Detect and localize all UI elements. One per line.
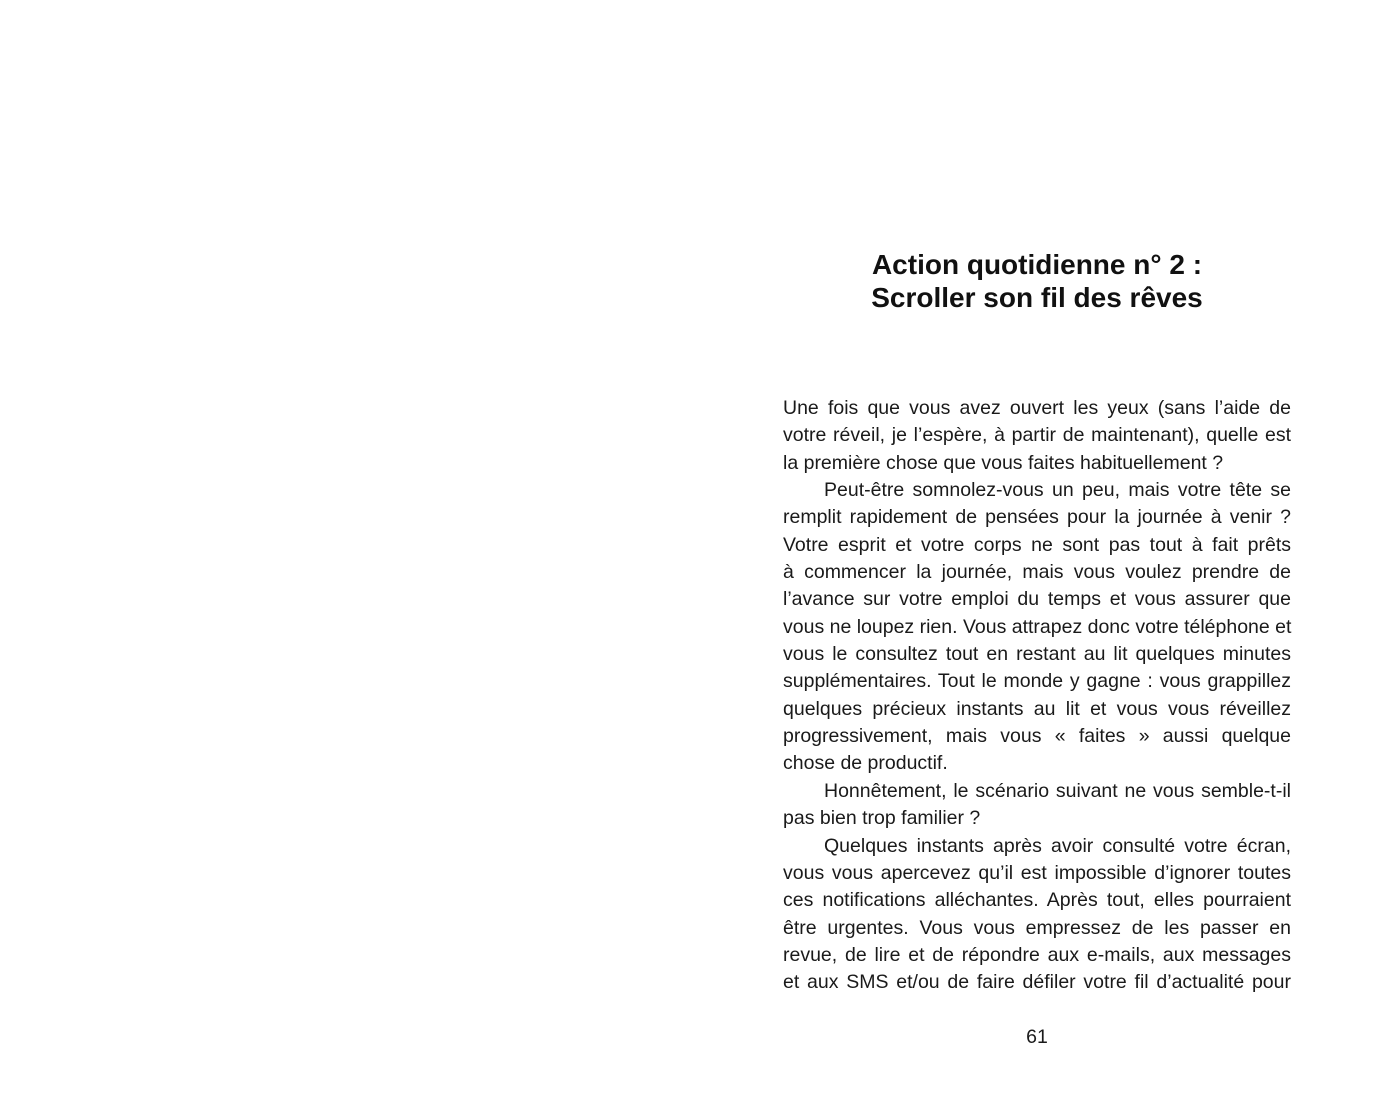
text-line: la première chose que vous faites habituellement ? [783, 451, 1224, 474]
text-line: votre réveil, je l’espère, à partir de maintenant), quelle est [783, 424, 1291, 447]
text-line: Honnêtement, le scénario suivant ne vous semble-t-il [824, 779, 1291, 802]
text-line: vous ne loupez rien. Vous attrapez donc votre téléphone et [783, 615, 1292, 638]
text-line: quelques précieux instants au lit et vous vous réveillez [783, 697, 1291, 720]
text-line: supplémentaires. Tout le monde y gagne : vous grappillez [783, 670, 1291, 693]
text-line: à commencer la journée, mais vous voulez prendre de [783, 561, 1291, 584]
text-line: vous vous apercevez qu’il est impossible d’ignorer toutes [783, 861, 1291, 884]
text-line: ces notifications alléchantes. Après tout, elles pourraient [783, 889, 1291, 912]
heading-line-1: Action quotidienne n° 2 : [871, 249, 1203, 280]
text-line: revue, de lire et de répondre aux e-mails, aux messages [783, 943, 1291, 966]
text-line: être urgentes. Vous vous empressez de les passer en [783, 916, 1291, 939]
body-text [783, 395, 1291, 997]
text-line: Peut-être somnolez-vous un peu, mais votre tête se [824, 479, 1291, 502]
text-line: Une fois que vous avez ouvert les yeux (sans l’aide de [783, 397, 1291, 419]
text-line: l’avance sur votre emploi du temps et vous assurer que [783, 588, 1291, 611]
text-line: vous le consultez tout en restant au lit quelques minutes [783, 643, 1291, 666]
text-line: et aux SMS et/ou de faire défiler votre fil d’actualité pour [783, 971, 1291, 994]
text-line: chose de productif. [783, 752, 948, 775]
heading-line-2: Scroller son fil des rêves [871, 282, 1203, 313]
page-number: 61 [1026, 1026, 1048, 1048]
text-line: Quelques instants après avoir consulté votre écran, [824, 834, 1291, 857]
text-line: Votre esprit et votre corps ne sont pas tout à fait prêts [783, 533, 1291, 556]
text-line: remplit rapidement de pensées pour la journée à venir ? [783, 506, 1291, 529]
text-line: progressivement, mais vous « faites » aussi quelque [783, 725, 1291, 748]
chapter-heading [783, 248, 1291, 314]
text-line: pas bien trop familier ? [783, 807, 981, 830]
